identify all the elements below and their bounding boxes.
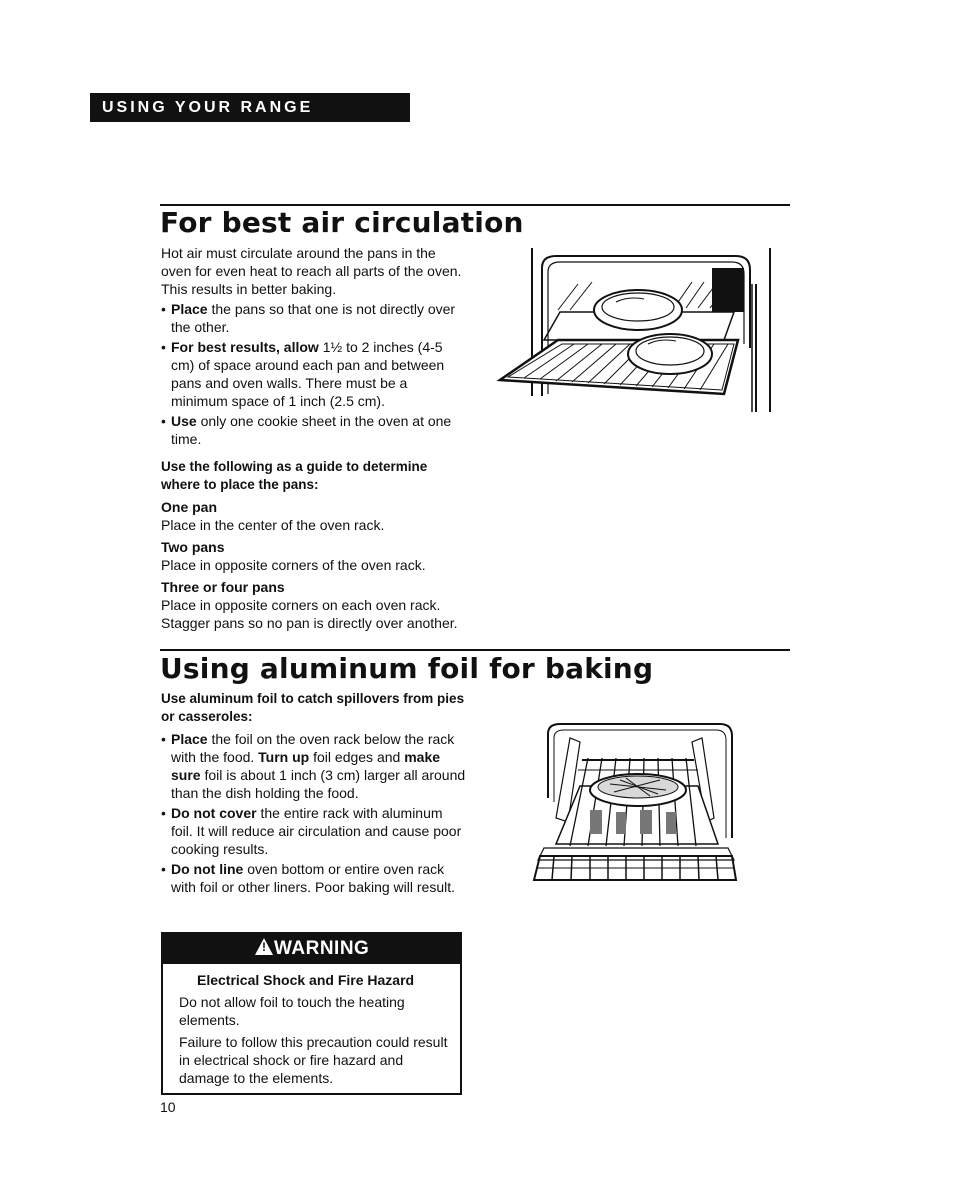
air-circulation-text <box>161 244 466 632</box>
air-circulation-title: For best air circulation <box>160 206 524 239</box>
placement-text: Place in the center of the oven rack. <box>161 517 385 533</box>
aluminum-foil-title: Using aluminum foil for baking <box>160 652 654 685</box>
warning-triangle-icon: ! <box>255 938 273 955</box>
air-intro: Hot air must circulate around the pans in the oven for even heat to reach all parts of the oven. This results in better baking. <box>161 245 462 297</box>
warning-line: Failure to follow this precaution could result in electrical shock or fire hazard and damage to the elements. <box>179 1034 448 1086</box>
warning-line: Do not allow foil to touch the heating elements. <box>179 994 405 1028</box>
section-header-bar <box>90 93 410 122</box>
warning-box <box>161 932 462 1095</box>
oven-foil-rack-illustration <box>530 718 742 888</box>
list-item: • Use only one cookie sheet in the oven at one time. <box>161 412 466 448</box>
warning-hazard: Electrical Shock and Fire Hazard <box>197 972 415 988</box>
list-item: • Place the pans so that one is not directly over the other. <box>161 300 466 336</box>
aluminum-foil-text <box>161 690 466 896</box>
warning-header <box>163 934 460 964</box>
warning-body <box>163 964 460 1087</box>
list-item: • Do not cover the entire rack with aluminum foil. It will reduce air circulation and cause poor cooking results. <box>161 804 466 858</box>
placement-text: Place in opposite corners on each oven rack. Stagger pans so no pan is directly over another. <box>161 597 458 631</box>
list-item: • Do not line oven bottom or entire oven rack with foil or other liners. Poor baking will result. <box>161 860 466 896</box>
warning-label: WARNING <box>274 938 370 959</box>
placement-title: Two pans <box>161 539 225 555</box>
foil-subtitle: Use aluminum foil to catch spillovers from pies or casseroles: <box>161 691 465 724</box>
placement-guide: Use the following as a guide to determine where to place the pans: <box>161 459 428 492</box>
section-label: USING YOUR RANGE <box>102 99 314 116</box>
placement-title: Three or four pans <box>161 579 285 595</box>
placement-text: Place in opposite corners of the oven rack. <box>161 557 426 573</box>
page-number: 10 <box>160 1099 176 1115</box>
section-divider <box>160 649 790 651</box>
oven-rack-pans-illustration <box>488 244 778 416</box>
list-item: • Place the foil on the oven rack below the rack with the food. Turn up foil edges and make sure foil is about 1 inch (3 cm) larger all around than the dish holding the food. <box>161 730 466 802</box>
list-item: • For best results, allow 1½ to 2 inches (4-5 cm) of space around each pan and between pans and oven walls. There must be a minimum space of 1 inch (2.5 cm). <box>161 338 466 410</box>
placement-title: One pan <box>161 499 218 515</box>
